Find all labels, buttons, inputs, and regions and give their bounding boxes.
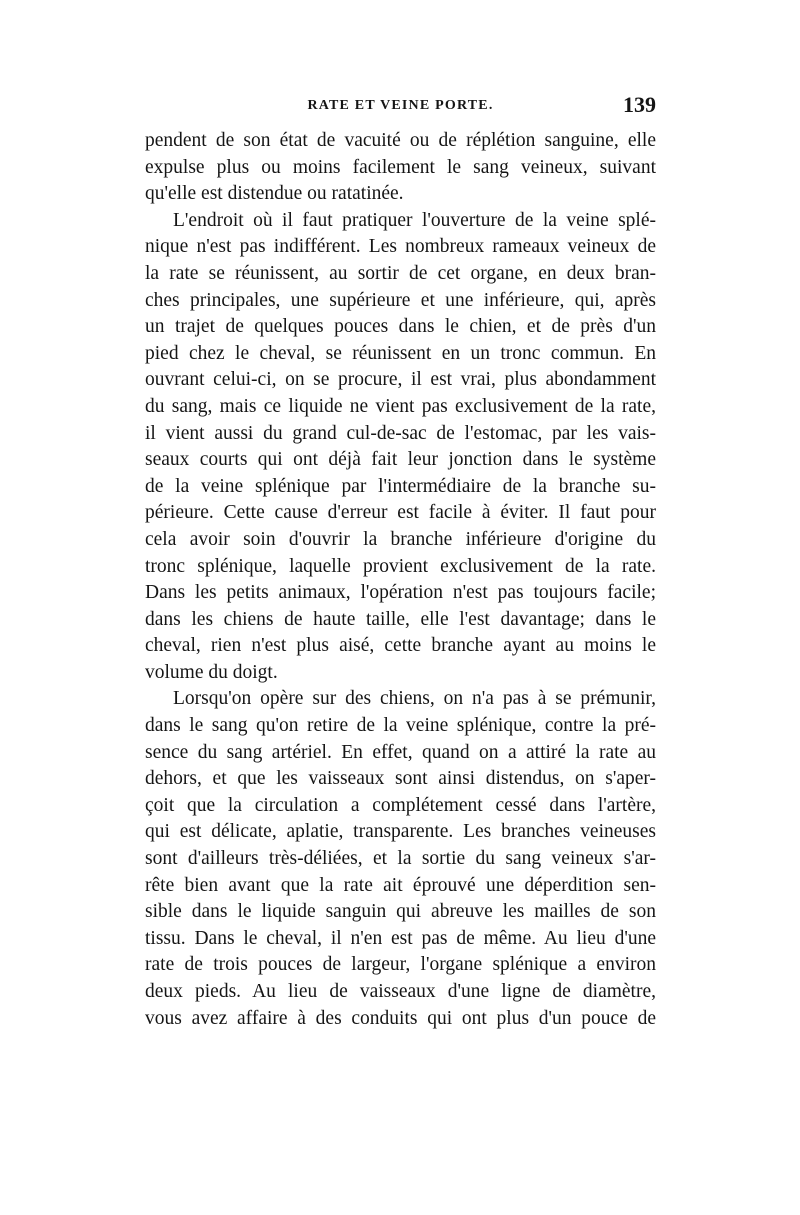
text-line: la rate se réunissent, au sortir de cet organe, en deux bran- bbox=[145, 262, 656, 284]
text-line: rate de trois pouces de largeur, l'organe splénique a environ bbox=[145, 954, 656, 976]
text-line: cheval, rien n'est plus aisé, cette branche ayant au moins le bbox=[145, 635, 656, 657]
text-line: Lorsqu'on opère sur des chiens, on n'a pas à se prémunir, bbox=[173, 688, 656, 710]
text-line: ches principales, une supérieure et une inférieure, qui, après bbox=[145, 289, 656, 311]
text-line: tronc splénique, laquelle provient exclusivement de la rate. bbox=[145, 555, 656, 577]
text-line: deux pieds. Au lieu de vaisseaux d'une ligne de diamètre, bbox=[145, 981, 656, 1002]
text-line: du sang, mais ce liquide ne vient pas exclusivement de la rate, bbox=[145, 395, 656, 417]
text-line: vous avez affaire à des conduits qui ont plus d'un pouce de bbox=[145, 1007, 656, 1029]
text-line: périeure. Cette cause d'erreur est facile à éviter. Il faut pour bbox=[145, 502, 656, 524]
text-line: dehors, et que les vaisseaux sont ainsi distendus, on s'aper- bbox=[145, 768, 656, 790]
page-number: 139 bbox=[623, 92, 656, 117]
text-line: qui est délicate, aplatie, transparente. Les branches veineuses bbox=[145, 821, 656, 843]
body-text bbox=[145, 128, 656, 1032]
running-head: RATE ET VEINE PORTE. bbox=[307, 98, 494, 113]
text-line: sible dans le liquide sanguin qui abreuve les mailles de son bbox=[145, 901, 656, 923]
text-line: nique n'est pas indifférent. Les nombreux rameaux veineux de bbox=[145, 236, 656, 258]
page-header bbox=[145, 92, 656, 122]
text-line: il vient aussi du grand cul-de-sac de l'estomac, par les vais- bbox=[145, 422, 656, 444]
text-line: volume du doigt. bbox=[145, 661, 278, 683]
text-line: un trajet de quelques pouces dans le chien, et de près d'un bbox=[145, 316, 656, 338]
text-line: dans le sang qu'on retire de la veine splénique, contre la pré- bbox=[145, 715, 656, 737]
text-line: Dans les petits animaux, l'opération n'est pas toujours facile; bbox=[145, 582, 656, 604]
text-line: çoit que la circulation a complétement cessé dans l'artère, bbox=[145, 794, 656, 816]
text-line: sence du sang artériel. En effet, quand on a attiré la rate au bbox=[145, 741, 656, 763]
text-line: pied chez le cheval, se réunissent en un tronc commun. En bbox=[145, 342, 656, 364]
text-line: cela avoir soin d'ouvrir la branche inférieure d'origine du bbox=[145, 528, 656, 550]
text-line: ouvrant celui-ci, on se procure, il est vrai, plus abondamment bbox=[145, 369, 656, 391]
text-line: L'endroit où il faut pratiquer l'ouverture de la veine splé- bbox=[173, 209, 656, 231]
text-line: de la veine splénique par l'intermédiaire de la branche su- bbox=[145, 475, 656, 497]
text-line: tissu. Dans le cheval, il n'en est pas de même. Au lieu d'une bbox=[145, 927, 656, 949]
text-line: seaux courts qui ont déjà fait leur jonction dans le système bbox=[145, 449, 656, 471]
text-line: sont d'ailleurs très-déliées, et la sortie du sang veineux s'ar- bbox=[145, 848, 656, 870]
text-line: rête bien avant que la rate ait éprouvé une déperdition sen- bbox=[145, 874, 656, 896]
text-line: expulse plus ou moins facilement le sang veineux, suivant bbox=[145, 156, 656, 178]
text-line: pendent de son état de vacuité ou de réplétion sanguine, elle bbox=[145, 130, 656, 151]
text-line: dans les chiens de haute taille, elle l'est davantage; dans le bbox=[145, 608, 656, 630]
text-line: qu'elle est distendue ou ratatinée. bbox=[145, 183, 404, 205]
